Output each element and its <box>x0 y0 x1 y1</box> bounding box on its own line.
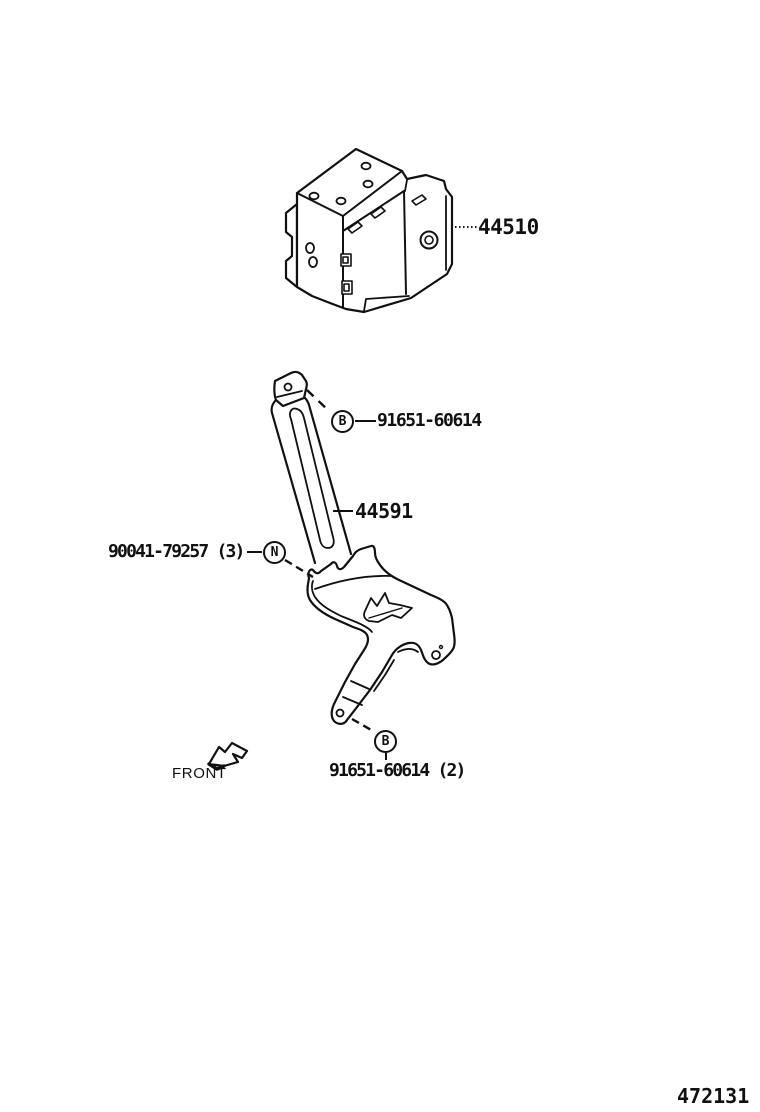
part-number-label-44591[interactable]: 44591 <box>355 499 413 523</box>
fastener-label-90041-79257[interactable]: 90041-79257 (3) <box>108 541 244 562</box>
fastener-label-91651-60614[interactable]: 91651-60614 <box>377 410 481 431</box>
fastener-label-91651-60614-2[interactable]: 91651-60614 (2) <box>329 760 465 781</box>
part-number-label-44510[interactable]: 44510 <box>478 215 539 239</box>
fastener-symbol-B-upper[interactable]: B <box>331 410 354 433</box>
actuator-drawing <box>286 149 452 312</box>
figure-code: 472131 <box>677 1084 750 1108</box>
front-orientation-label: FRONT <box>172 765 227 782</box>
fastener-symbol-N[interactable]: N <box>263 541 286 564</box>
fastener-symbol-B-lower[interactable]: B <box>374 730 397 753</box>
